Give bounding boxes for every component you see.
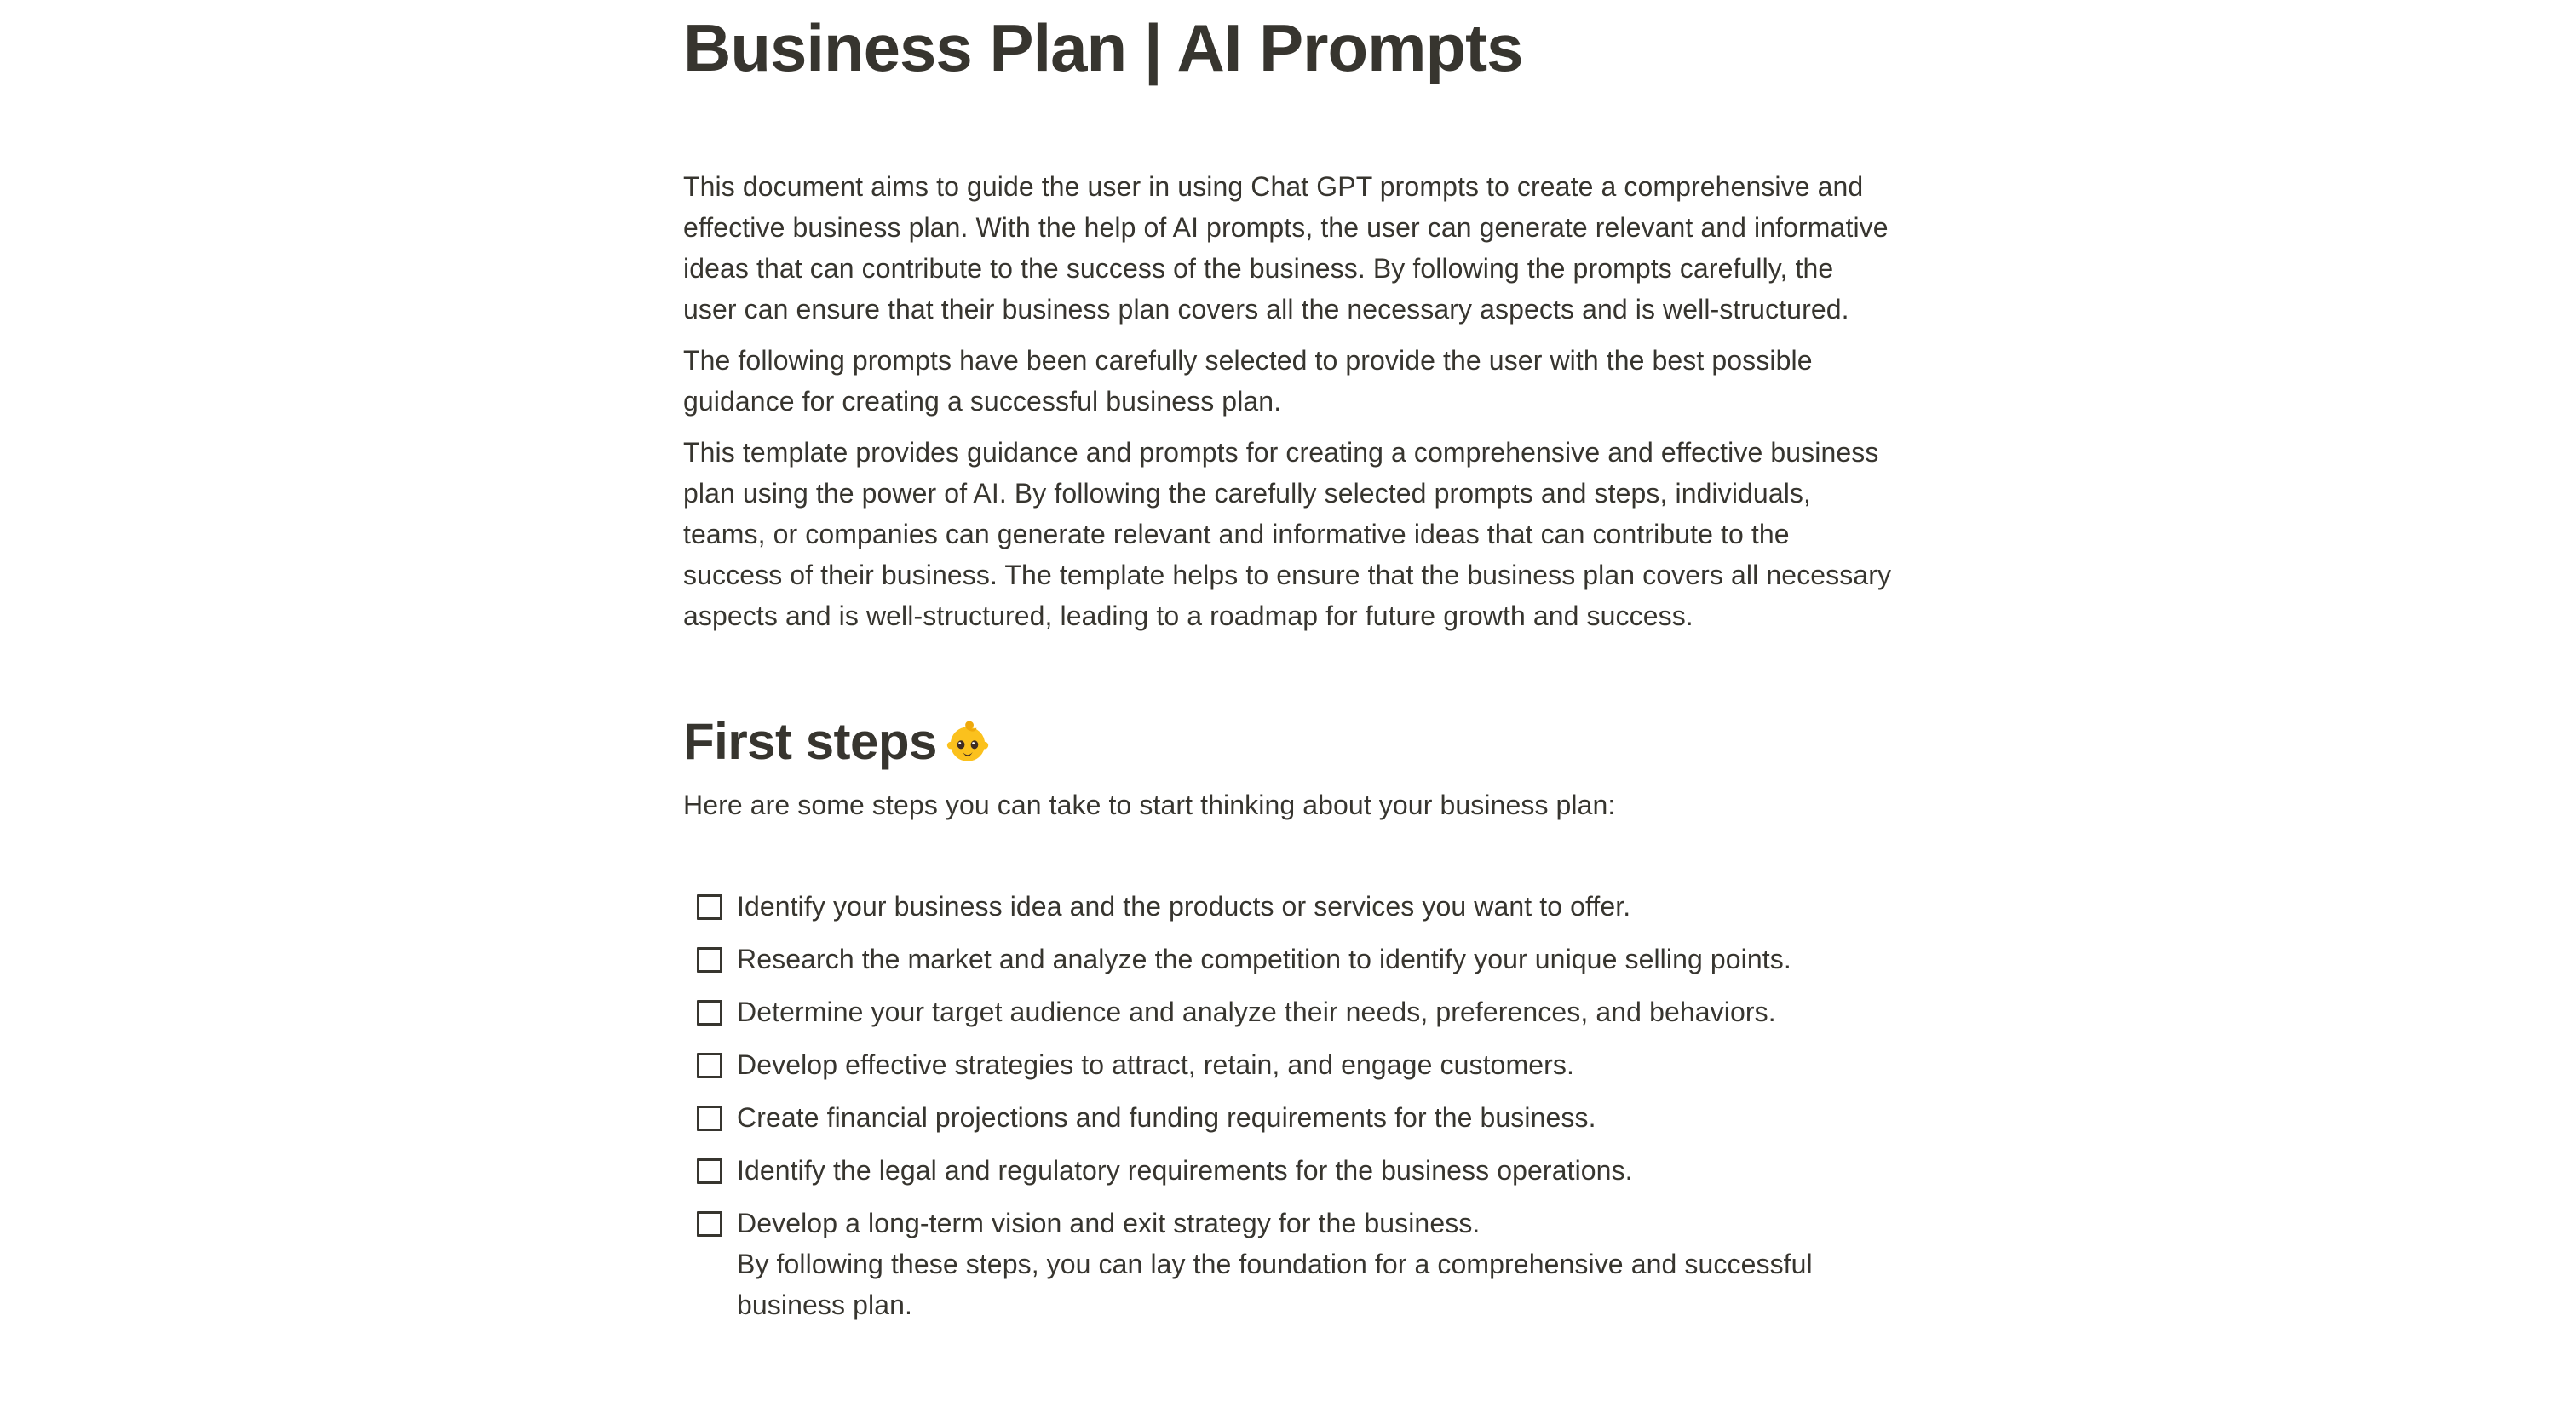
section-heading — [683, 711, 1893, 773]
todo-item — [683, 1197, 1893, 1331]
intro-paragraph-1: This document aims to guide the user in using Chat GPT prompts to create a comprehensive and effective business plan. With the help of AI prompts, the user can generate relevant and informative ideas that can contribute to the success of the business. By following the prompts carefully, the user can ensure that their business plan covers all the necessary aspects and is well-structured. — [683, 171, 1889, 325]
todo-item — [683, 933, 1893, 985]
todo-item — [683, 1038, 1893, 1091]
section-heading-text: First steps — [683, 713, 937, 770]
todo-continuation: By following these steps, you can lay the foundation for a comprehensive and successful business plan. — [737, 1249, 1813, 1320]
baby-emoji — [946, 719, 990, 763]
todo-checkbox[interactable] — [697, 1053, 722, 1078]
todo-item — [683, 1091, 1893, 1144]
todo-item — [683, 880, 1893, 933]
todo-label: Develop effective strategies to attract, retain, and engage customers. — [737, 1049, 1574, 1080]
todo-checkbox[interactable] — [697, 1000, 722, 1026]
document — [683, 0, 1893, 1331]
todo-checkbox[interactable] — [697, 894, 722, 920]
section-lead: Here are some steps you can take to start thinking about your business plan: — [683, 790, 1616, 820]
todo-label: Research the market and analyze the competition to identify your unique selling points. — [737, 944, 1791, 974]
intro-paragraph-3: This template provides guidance and prompts for creating a comprehensive and effective business plan using the power of AI. By following the carefully selected prompts and steps, individuals, teams, or companies can generate relevant and informative ideas that can contribute to the success of their business. The template helps to ensure that the business plan covers all necessary aspects and is well-structured, leading to a roadmap for future growth and success. — [683, 437, 1892, 631]
todo-label: Create financial projections and funding requirements for the business. — [737, 1102, 1596, 1133]
todo-label: Determine your target audience and analyze their needs, preferences, and behaviors. — [737, 997, 1776, 1027]
todo-item — [683, 1144, 1893, 1197]
todo-checkbox[interactable] — [697, 947, 722, 973]
todo-checkbox[interactable] — [697, 1211, 722, 1237]
todo-item — [683, 985, 1893, 1038]
todo-checkbox[interactable] — [697, 1106, 722, 1131]
todo-checkbox[interactable] — [697, 1158, 722, 1184]
todo-label: Identify the legal and regulatory requirements for the business operations. — [737, 1155, 1633, 1186]
todo-list — [683, 880, 1893, 1331]
page-title: Business Plan | AI Prompts — [683, 10, 1523, 85]
todo-label: Identify your business idea and the products or services you want to offer. — [737, 891, 1631, 922]
intro-paragraph-2: The following prompts have been carefully selected to provide the user with the best possible guidance for creating a successful business plan. — [683, 345, 1813, 417]
todo-label: Develop a long-term vision and exit strategy for the business. — [737, 1208, 1481, 1238]
